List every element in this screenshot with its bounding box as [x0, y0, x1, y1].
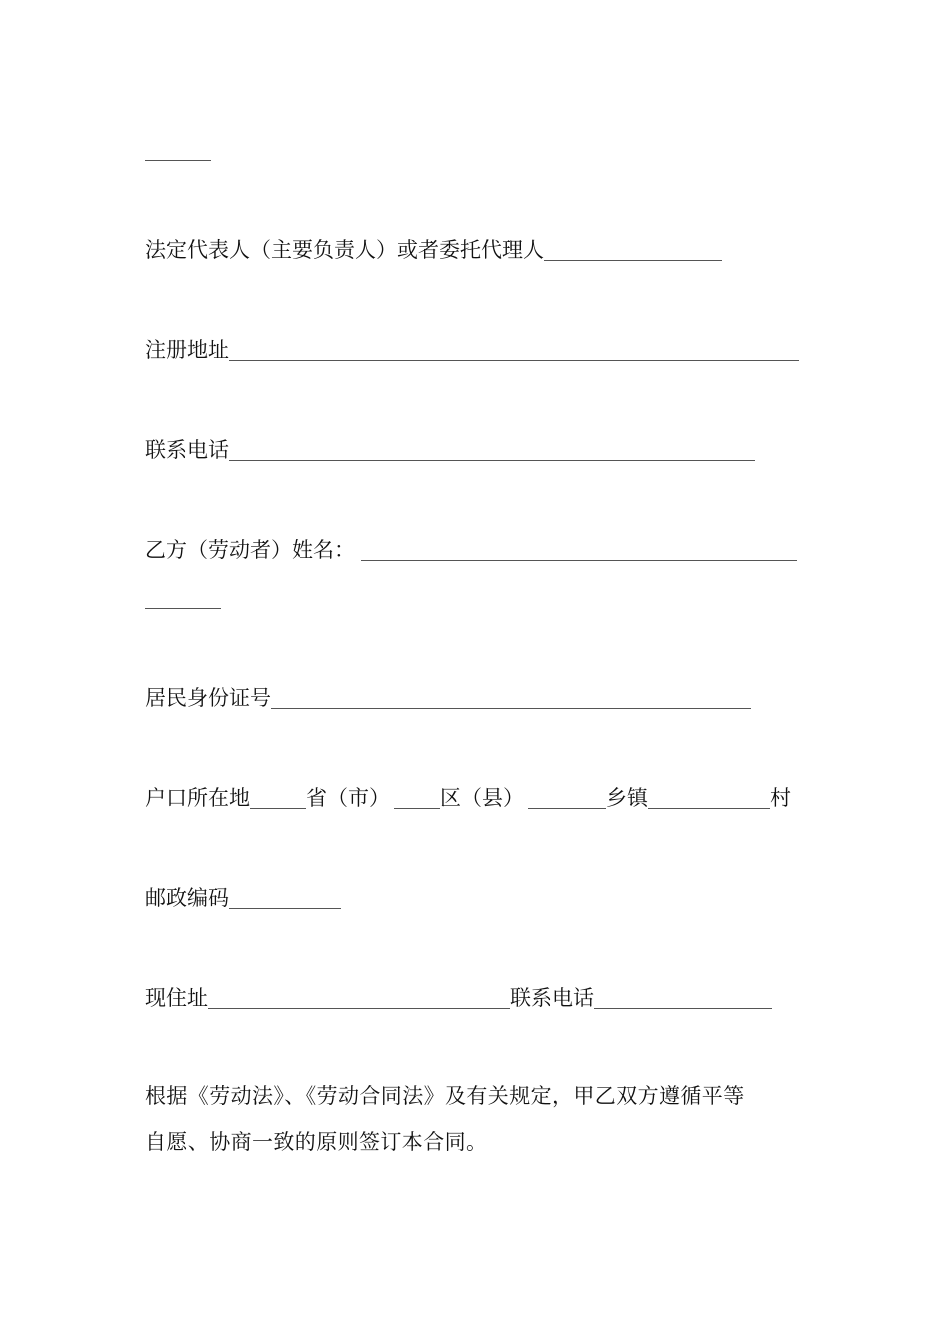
reg-address-blank — [229, 360, 799, 361]
legal-rep-label: 法定代表人（主要负责人）或者委托代理人 — [145, 238, 544, 262]
province-blank — [250, 808, 306, 809]
id-card-row — [145, 684, 751, 712]
village-blank — [648, 808, 770, 809]
hukou-row — [145, 784, 791, 812]
contact-phone-blank — [229, 460, 755, 461]
contact-phone-row — [145, 436, 755, 464]
reg-address-label: 注册地址 — [145, 338, 229, 362]
id-card-blank — [271, 708, 751, 709]
province-label: 省（市） — [306, 786, 390, 810]
party-b-name-blank — [361, 560, 797, 561]
preamble-line-2: 自愿、协商一致的原则签订本合同。 — [145, 1130, 488, 1154]
postcode-blank — [229, 908, 341, 909]
hukou-label: 户口所在地 — [145, 786, 250, 810]
id-card-label: 居民身份证号 — [145, 686, 271, 710]
party-b-name-blank-continuation — [145, 608, 221, 609]
current-address-blank — [208, 1008, 510, 1009]
postcode-label: 邮政编码 — [145, 886, 229, 910]
current-address-row — [145, 984, 772, 1012]
township-blank — [528, 808, 606, 809]
party-b-name-row — [145, 536, 797, 564]
preamble-line-1: 根据《劳动法》、《劳动合同法》及有关规定，甲乙双方遵循平等 — [145, 1084, 745, 1108]
legal-rep-blank — [544, 260, 722, 261]
village-label: 村 — [770, 786, 791, 810]
current-phone-label: 联系电话 — [510, 986, 594, 1010]
legal-rep-row — [145, 236, 722, 264]
postcode-row — [145, 884, 341, 912]
current-address-label: 现住址 — [145, 986, 208, 1010]
current-phone-blank — [594, 1008, 772, 1009]
township-label: 乡镇 — [606, 786, 648, 810]
party-b-name-label: 乙方（劳动者）姓名： — [145, 538, 355, 562]
district-blank — [394, 808, 440, 809]
district-label: 区（县） — [440, 786, 524, 810]
reg-address-row — [145, 336, 799, 364]
contact-phone-label: 联系电话 — [145, 438, 229, 462]
blank-line-continuation — [145, 160, 211, 161]
contract-preamble — [145, 1073, 815, 1165]
